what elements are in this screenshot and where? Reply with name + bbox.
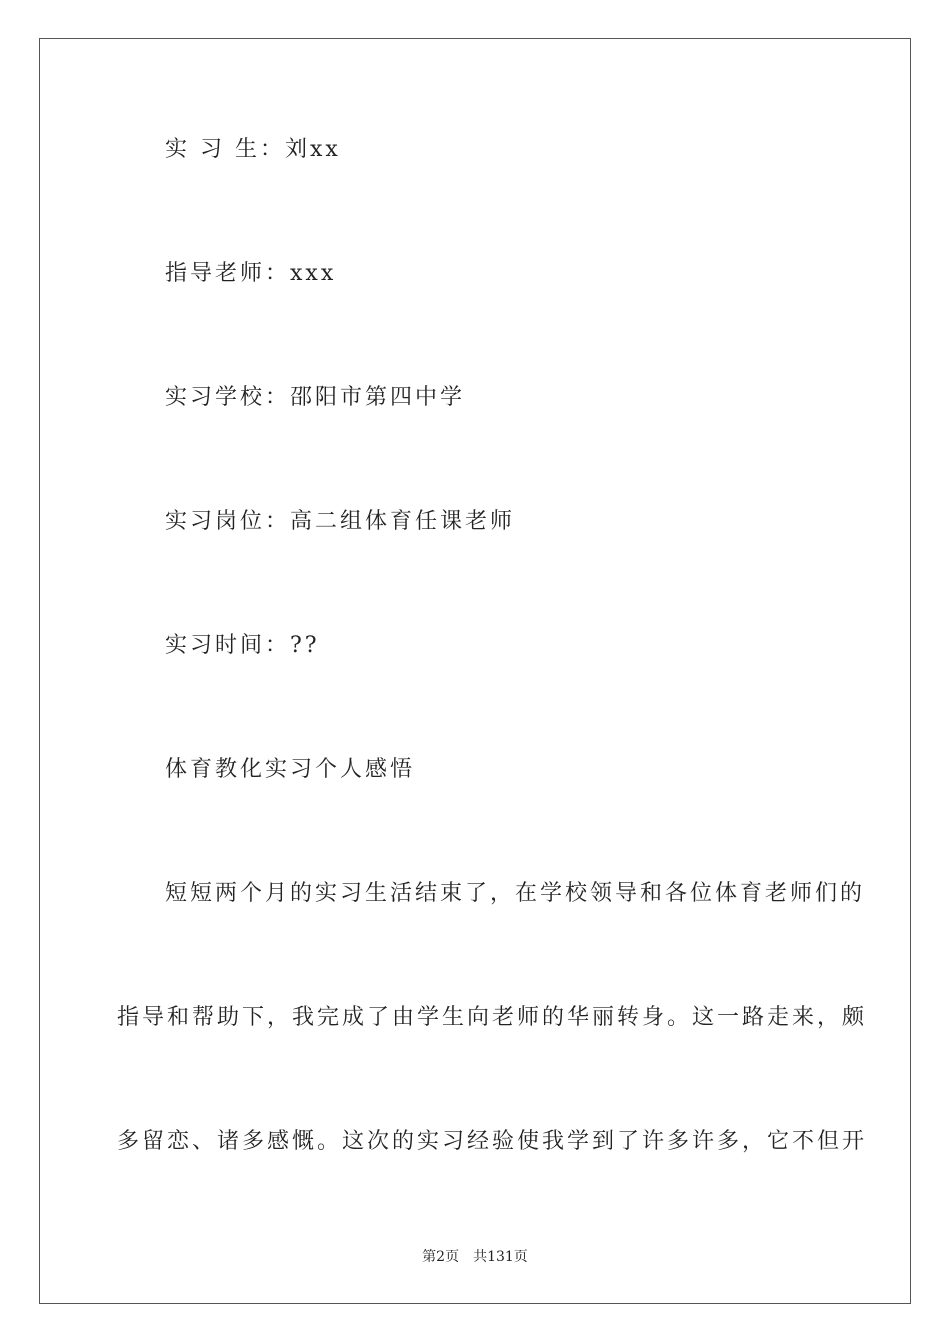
page-footer: 第2页 共131页: [422, 1249, 528, 1265]
time-field: 实习时间：??: [165, 633, 320, 658]
body-line-2: 指导和帮助下，我完成了由学生向老师的华丽转身。这一路走来，颇: [117, 1005, 868, 1030]
body-line-1: 短短两个月的实习生活结束了，在学校领导和各位体育老师们的: [165, 881, 866, 906]
body-line-3: 多留恋、诸多感慨。这次的实习经验使我学到了许多许多，它不但开: [117, 1129, 868, 1154]
page-frame: [39, 38, 911, 1304]
intern-field: 实 习 生：刘xx: [165, 137, 341, 162]
advisor-field: 指导老师：xxx: [165, 261, 337, 286]
position-field: 实习岗位：高二组体育任课老师: [165, 509, 516, 534]
school-field: 实习学校：邵阳市第四中学: [165, 385, 466, 410]
section-title: 体育教化实习个人感悟: [165, 757, 416, 782]
